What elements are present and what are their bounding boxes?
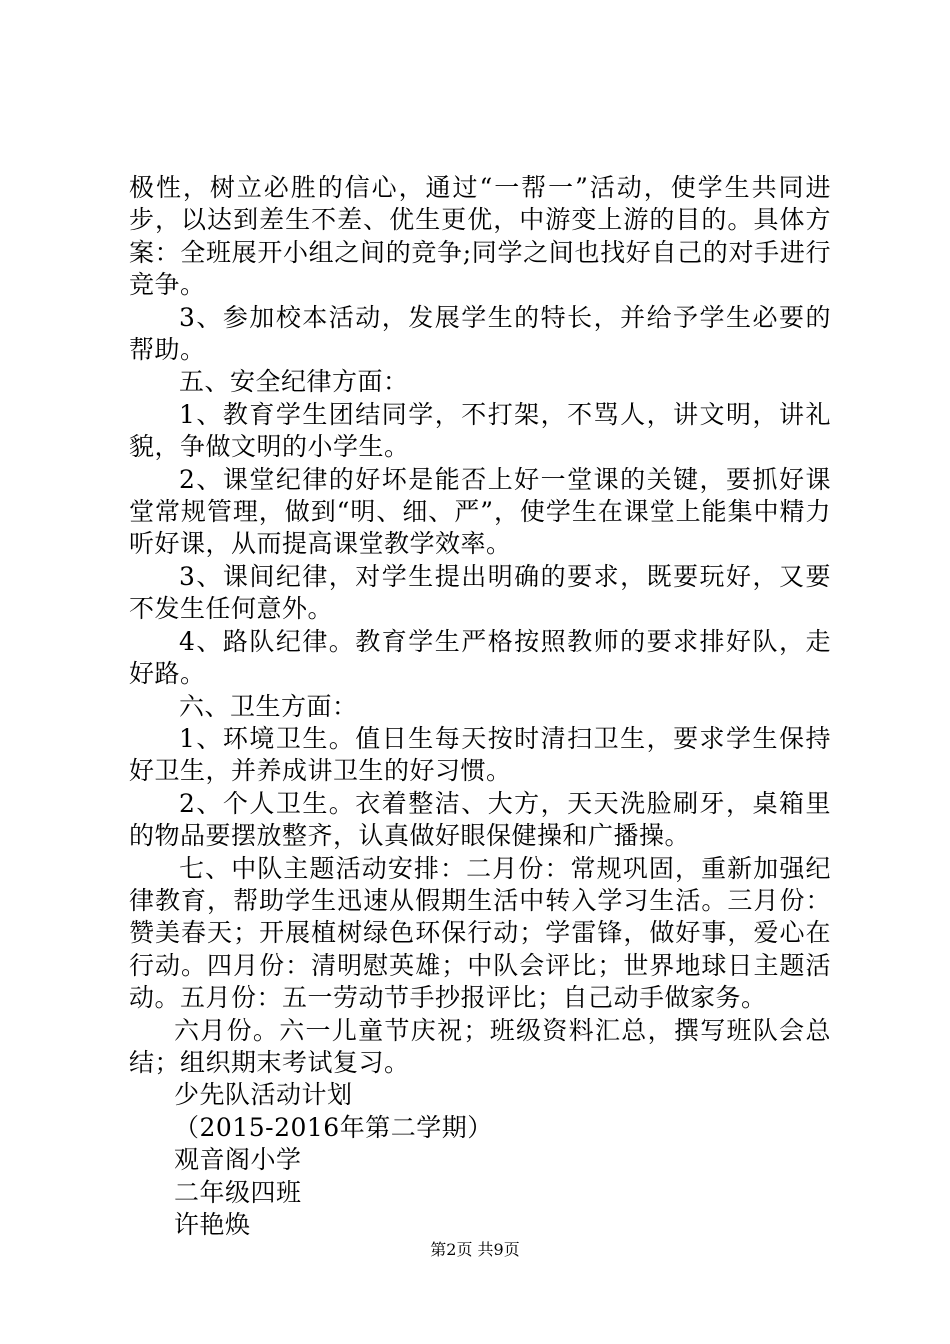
page-number-footer: 第2页 共9页 <box>430 1240 520 1259</box>
closing-title: 少先队活动计划 <box>174 1080 353 1110</box>
paragraph-continuation: 极性，树立必胜的信心，通过“一帮一”活动，使学生共同进步，以达到差生不差、优生更优，中游变上游的目的。具体方案：全班展开小组之间的竞争;同学之间也找好自己的对手进行竞争。 <box>129 173 831 300</box>
paragraph-safety-2: 2、课堂纪律的好坏是能否上好一堂课的关键，要抓好课堂常规管理，做到“明、细、严”，使学生在课堂上能集中精力听好课，从而提高课堂教学效率。 <box>129 464 831 559</box>
closing-author: 许艳焕 <box>174 1210 251 1239</box>
section-heading-hygiene: 六、卫生方面： <box>179 691 358 721</box>
document-body <box>129 172 831 1241</box>
paragraph-school-activities: 3、参加校本活动，发展学生的特长，并给予学生必要的帮助。 <box>129 302 831 365</box>
paragraph-hygiene-1: 1、环境卫生。值日生每天按时清扫卫生，要求学生保持好卫生，并养成讲卫生的好习惯。 <box>129 723 831 786</box>
paragraph-safety-4: 4、路队纪律。教育学生严格按照教师的要求排好队，走好路。 <box>129 626 831 689</box>
closing-school: 观音阁小学 <box>174 1145 302 1175</box>
section-heading-safety: 五、安全纪律方面： <box>179 367 409 397</box>
paragraph-safety-1: 1、教育学生团结同学，不打架，不骂人，讲文明，讲礼貌，争做文明的小学生。 <box>129 399 831 462</box>
paragraph-activities: 七、中队主题活动安排：二月份：常规巩固，重新加强纪律教育，帮助学生迅速从假期生活中转入学习生活。三月份：赞美春天；开展植树绿色环保行动；学雷锋，做好事，爱心在行动。四月份：清明慰英雄；中队会评比；世界地球日主题活动。五月份：五一劳动节手抄报评比；自己动手做家务。 <box>129 853 831 1013</box>
closing-term: （2015-2016年第二学期） <box>174 1112 493 1142</box>
closing-class: 二年级四班 <box>174 1177 302 1207</box>
paragraph-june: 六月份。六一儿童节庆祝；班级资料汇总，撰写班队会总结；组织期末考试复习。 <box>129 1015 831 1077</box>
paragraph-safety-3: 3、课间纪律，对学生提出明确的要求，既要玩好，又要不发生任何意外。 <box>129 561 831 624</box>
paragraph-hygiene-2: 2、个人卫生。衣着整洁、大方，天天洗脸刷牙，桌箱里的物品要摆放整齐，认真做好眼保健操和广播操。 <box>129 788 831 851</box>
